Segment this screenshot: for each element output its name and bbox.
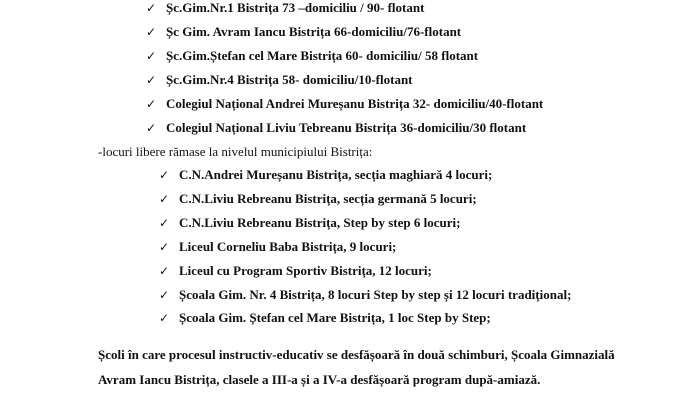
list-item-text: Șc Gim. Avram Iancu Bistrița 66-domiciliu/76-flotant (166, 24, 462, 39)
checkmark-icon: ✓ (146, 25, 157, 39)
list-item (159, 191, 477, 207)
checkmark-icon: ✓ (159, 240, 170, 254)
list-item-text: C.N.Liviu Rebreanu Bistrița, Step by step 6 locuri; (179, 215, 461, 230)
checkmark-icon: ✓ (146, 97, 157, 111)
paragraph-line-2: Avram Iancu Bistrița, clasele a III-a și a IV-a desfășoară program după-amiază. (98, 372, 541, 387)
checkmark-icon: ✓ (146, 1, 157, 15)
checkmark-icon: ✓ (159, 192, 170, 206)
paragraph-line-1: Școli în care procesul instructiv-educativ se desfășoară în două schimburi, Școala Gimnazială (98, 347, 615, 362)
list-item (159, 263, 432, 279)
list-item (146, 72, 413, 88)
list-item-text: Șc.Gim.Nr.4 Bistrița 58- domiciliu/10-flotant (166, 72, 413, 87)
list-item (146, 48, 478, 64)
list-item-text: C.N.Andrei Mureșanu Bistrița, secția maghiară 4 locuri; (179, 167, 493, 182)
section-label: -locuri libere rămase la nivelul municipiului Bistrița: (98, 144, 373, 159)
list-item-text: Șc.Gim.Ștefan cel Mare Bistrița 60- domiciliu/ 58 flotant (166, 48, 479, 63)
list-item-text: Liceul cu Program Sportiv Bistrița, 12 locuri; (179, 263, 432, 278)
checkmark-icon: ✓ (159, 264, 170, 278)
list-item (146, 0, 424, 16)
list-item (159, 239, 396, 255)
checkmark-icon: ✓ (159, 311, 170, 325)
list-item-text: Școala Gim. Ștefan cel Mare Bistrița, 1 loc Step by Step; (179, 310, 491, 325)
list-item (146, 120, 526, 136)
list-item (159, 287, 571, 303)
list-item (146, 24, 461, 40)
list-item (159, 215, 460, 231)
list-item-text: Școala Gim. Nr. 4 Bistrița, 8 locuri Step by step și 12 locuri tradițional; (179, 287, 572, 302)
checkmark-icon: ✓ (159, 168, 170, 182)
list-item (146, 96, 543, 112)
list-item-text: Colegiul Național Liviu Tebreanu Bistrița 36-domiciliu/30 flotant (166, 120, 527, 135)
list-item (159, 167, 492, 183)
checkmark-icon: ✓ (159, 288, 170, 302)
checkmark-icon: ✓ (146, 49, 157, 63)
list-item-text: Colegiul Național Andrei Mureșanu Bistrița 32- domiciliu/40-flotant (166, 96, 544, 111)
checkmark-icon: ✓ (146, 121, 157, 135)
checkmark-icon: ✓ (159, 216, 170, 230)
list-item (159, 310, 491, 326)
list-item-text: Șc.Gim.Nr.1 Bistrița 73 –domiciliu / 90- flotant (166, 0, 425, 15)
list-item-text: C.N.Liviu Rebreanu Bistrița, secția germană 5 locuri; (179, 191, 477, 206)
list-item-text: Liceul Corneliu Baba Bistrița, 9 locuri; (179, 239, 397, 254)
checkmark-icon: ✓ (146, 73, 157, 87)
